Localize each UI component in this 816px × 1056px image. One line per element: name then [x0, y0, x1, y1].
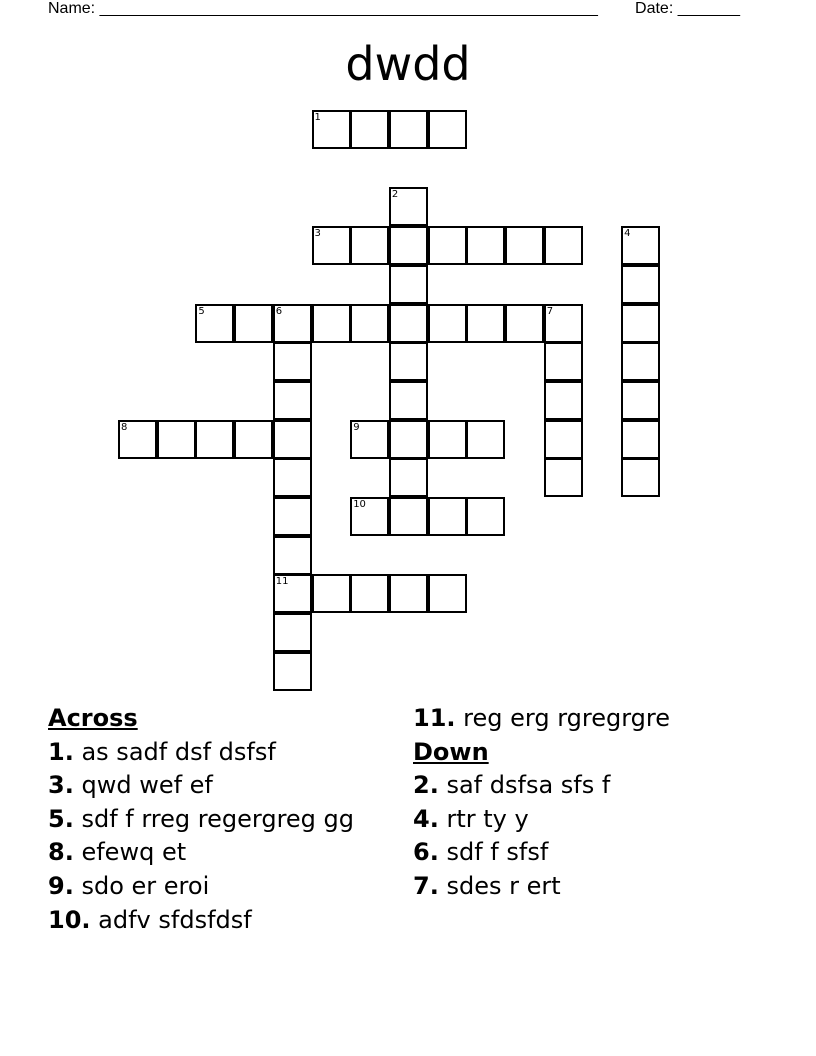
- grid-cell[interactable]: [466, 420, 505, 459]
- grid-cell[interactable]: [273, 381, 312, 420]
- clue-text: as sadf dsf dsfsf: [81, 737, 276, 766]
- grid-cell[interactable]: [544, 458, 583, 497]
- grid-cell[interactable]: [195, 420, 234, 459]
- grid-cell[interactable]: [621, 265, 660, 304]
- clue-across-5: [48, 803, 403, 837]
- grid-cell[interactable]: [273, 497, 312, 536]
- name-field-label: Name: ________________________________________________________: [48, 0, 598, 17]
- clue-number: 8.: [48, 838, 74, 867]
- grid-cell[interactable]: [621, 420, 660, 459]
- grid-cell[interactable]: [544, 304, 583, 343]
- grid-cell[interactable]: [118, 420, 157, 459]
- grid-cell[interactable]: [544, 342, 583, 381]
- grid-cell[interactable]: [157, 420, 196, 459]
- clue-number: 3.: [48, 771, 74, 800]
- clue-down-7: [413, 870, 773, 904]
- clue-text: qwd wef ef: [81, 771, 213, 800]
- grid-cell[interactable]: [273, 536, 312, 575]
- clue-across-11: [413, 702, 773, 736]
- clue-text: sdes r ert: [446, 871, 561, 900]
- down-heading: Down: [413, 737, 489, 766]
- clue-down-6: [413, 836, 773, 870]
- cell-number: 4: [624, 228, 631, 240]
- grid-cell[interactable]: [312, 304, 351, 343]
- grid-cell[interactable]: [273, 652, 312, 691]
- clue-number: 10.: [48, 905, 91, 934]
- grid-cell[interactable]: [234, 420, 273, 459]
- grid-cell[interactable]: [389, 265, 428, 304]
- grid-cell[interactable]: [544, 420, 583, 459]
- grid-cell[interactable]: [234, 304, 273, 343]
- cell-number: 11: [275, 576, 289, 588]
- grid-cell[interactable]: [389, 110, 428, 149]
- cell-number: 10: [353, 499, 366, 510]
- grid-cell[interactable]: [428, 226, 467, 265]
- grid-cell[interactable]: [428, 304, 467, 343]
- grid-cell[interactable]: [273, 574, 312, 613]
- grid-cell[interactable]: [350, 304, 389, 343]
- cell-number: 9: [353, 421, 360, 433]
- clue-across-1: [48, 736, 403, 770]
- grid-cell[interactable]: [428, 574, 467, 613]
- clue-number: 11.: [413, 704, 456, 732]
- clue-number: 5.: [48, 804, 74, 833]
- clue-text: adfv sfdsfdsf: [98, 905, 252, 934]
- cell-number: 5: [198, 305, 205, 317]
- grid-cell[interactable]: [389, 304, 428, 343]
- clue-down-2: [413, 769, 773, 803]
- clue-number: 6.: [413, 838, 439, 867]
- grid-cell[interactable]: [389, 458, 428, 497]
- clue-text: saf dsfsa sfs f: [446, 771, 611, 800]
- grid-cell[interactable]: [312, 574, 351, 613]
- grid-cell[interactable]: [428, 420, 467, 459]
- clue-across-10: [48, 904, 403, 938]
- clue-text: rtr ty y: [446, 804, 529, 833]
- clue-number: 9.: [48, 871, 74, 900]
- grid-cell[interactable]: [505, 226, 544, 265]
- clue-text: sdf f rreg regergreg gg: [81, 804, 354, 833]
- cell-number: 6: [275, 305, 283, 317]
- clue-number: 4.: [413, 804, 439, 833]
- grid-cell[interactable]: [273, 613, 312, 652]
- clue-number: 7.: [413, 871, 439, 900]
- grid-cell[interactable]: [273, 304, 312, 343]
- grid-cell[interactable]: [195, 304, 234, 343]
- grid-cell[interactable]: [350, 110, 389, 149]
- grid-cell[interactable]: [389, 342, 428, 381]
- grid-cell[interactable]: [273, 342, 312, 381]
- clue-across-8: [48, 836, 403, 870]
- date-field-label: Date: _______: [635, 0, 740, 17]
- grid-cell[interactable]: [428, 110, 467, 149]
- grid-cell[interactable]: [350, 226, 389, 265]
- cell-number: 1: [314, 112, 321, 123]
- cell-number: 7: [546, 305, 554, 317]
- page-title: dwdd: [345, 37, 471, 91]
- grid-cell[interactable]: [312, 226, 351, 265]
- grid-cell[interactable]: [621, 458, 660, 497]
- clue-number: 1.: [48, 737, 74, 766]
- grid-cell[interactable]: [389, 226, 428, 265]
- clues-column-right: [413, 702, 773, 904]
- clue-text: sdf f sfsf: [446, 838, 549, 867]
- grid-cell[interactable]: [350, 497, 389, 536]
- grid-cell[interactable]: [505, 304, 544, 343]
- clue-text: sdo er eroi: [81, 871, 210, 900]
- cell-number: 2: [391, 189, 399, 201]
- grid-cell[interactable]: [621, 342, 660, 381]
- clue-down-4: [413, 803, 773, 837]
- grid-cell[interactable]: [389, 420, 428, 459]
- grid-cell[interactable]: [621, 304, 660, 343]
- grid-cell[interactable]: [273, 458, 312, 497]
- grid-cell[interactable]: [544, 381, 583, 420]
- grid-cell[interactable]: [621, 381, 660, 420]
- grid-cell[interactable]: [621, 226, 660, 265]
- grid-cell[interactable]: [544, 226, 583, 265]
- grid-cell[interactable]: [428, 497, 467, 536]
- grid-cell[interactable]: [350, 574, 389, 613]
- cell-number: 3: [314, 228, 321, 240]
- across-heading: Across: [48, 704, 138, 732]
- grid-cell[interactable]: [312, 110, 351, 149]
- grid-cell[interactable]: [389, 187, 428, 226]
- clue-text: reg erg rgregrgre: [463, 704, 671, 732]
- grid-cell[interactable]: [466, 304, 505, 343]
- grid-cell[interactable]: [350, 420, 389, 459]
- grid-cell[interactable]: [466, 226, 505, 265]
- grid-cell[interactable]: [389, 381, 428, 420]
- grid-cell[interactable]: [389, 574, 428, 613]
- grid-cell[interactable]: [466, 497, 505, 536]
- grid-cell[interactable]: [389, 497, 428, 536]
- cell-number: 8: [121, 421, 128, 433]
- clue-across-3: [48, 769, 403, 803]
- clues-column-left: [48, 702, 403, 937]
- clue-text: efewq et: [81, 838, 187, 867]
- clue-number: 2.: [413, 771, 439, 800]
- grid-cell[interactable]: [273, 420, 312, 459]
- clue-across-9: [48, 870, 403, 904]
